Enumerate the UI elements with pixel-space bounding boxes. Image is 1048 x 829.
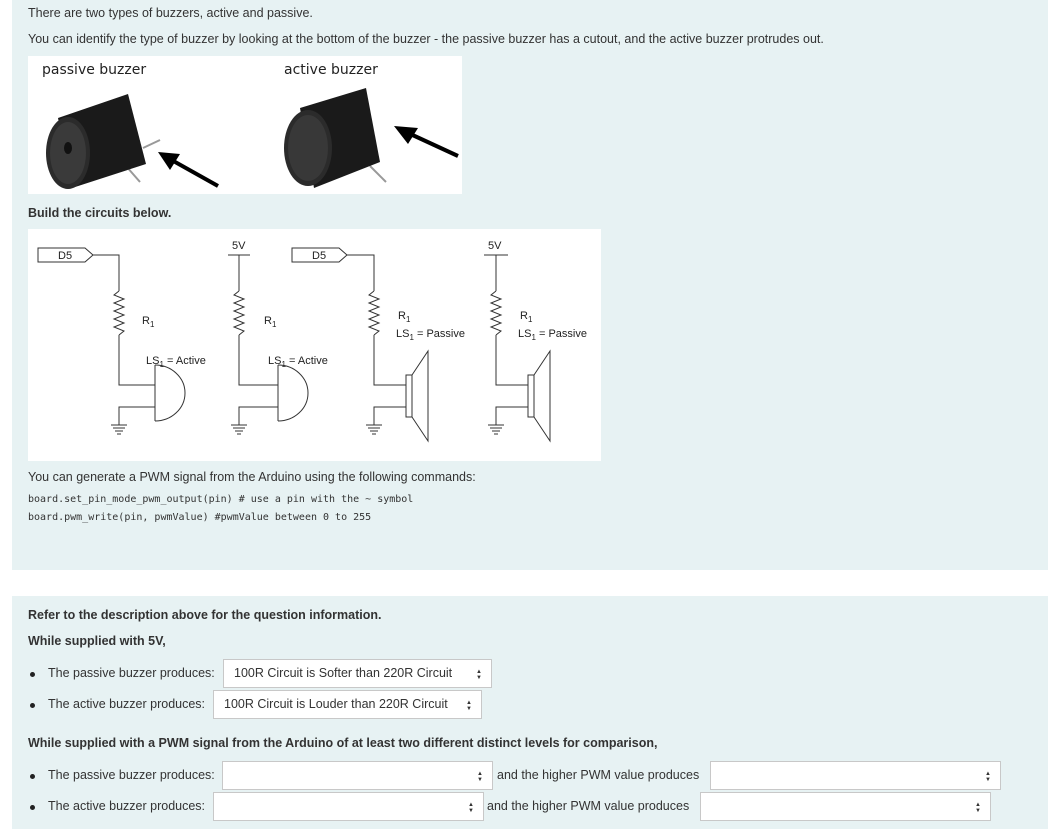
5v-label-1: 5V	[232, 240, 246, 252]
d5-label-2: D5	[312, 250, 327, 262]
pwm-description: You can generate a PWM signal from the Arduino using the following commands:	[28, 470, 476, 484]
r1-label-2: $R_1$	[264, 315, 277, 329]
active-pwm-select-1[interactable]	[213, 792, 484, 821]
ls1-passive-label-2: $LS_1$ = Passive	[518, 328, 587, 342]
updown-arrow-icon: ▲ ▼	[985, 771, 991, 783]
higher-pwm-label-1: and the higher PWM value produces	[497, 768, 700, 782]
active-buzzer-label: active buzzer	[284, 62, 378, 78]
passive-pwm-select-1[interactable]	[222, 761, 493, 790]
passive-pwm-select-2[interactable]	[710, 761, 1001, 790]
code-line-1: board.set_pin_mode_pwm_output(pin) # use a pin with the ~ symbol	[28, 494, 414, 505]
active-5v-select[interactable]	[213, 690, 482, 719]
bullet	[30, 703, 35, 708]
active-produces-label: The active buzzer produces:	[48, 697, 206, 711]
ls1-passive-label-1: $LS_1$ = Passive	[396, 328, 465, 342]
ls1-active-label-1: $LS_1$ = Active	[146, 355, 206, 369]
pwm-heading: While supplied with a PWM signal from the Arduino of at least two different distinct levels for comparison,	[28, 736, 658, 750]
ls1-active-label-2: $LS_1$ = Active	[268, 355, 328, 369]
updown-arrow-icon: ▲ ▼	[975, 802, 981, 814]
updown-arrow-icon: ▲ ▼	[477, 771, 483, 783]
circuit-diagram	[28, 229, 601, 461]
r1-label-1: $R_1$	[142, 315, 155, 329]
bullet	[30, 805, 35, 810]
active-produces-label-2: The active buzzer produces:	[48, 799, 206, 813]
buzzer-illustration	[28, 56, 462, 194]
selected-value: 100R Circuit is Softer than 220R Circuit	[234, 666, 453, 680]
buzzer-photo	[28, 56, 462, 194]
updown-arrow-icon: ▲ ▼	[466, 700, 472, 712]
intro-line-2: You can identify the type of buzzer by looking at the bottom of the buzzer - the passive buzzer has a cutout, and the active buzzer protrudes out.	[28, 32, 824, 46]
refer-text: Refer to the description above for the question information.	[28, 608, 382, 622]
5v-label-2: 5V	[488, 240, 502, 252]
d5-label-1: D5	[58, 250, 73, 262]
active-buzzer-image	[284, 88, 458, 188]
intro-line-1: There are two types of buzzers, active and passive.	[28, 6, 313, 20]
updown-arrow-icon: ▲ ▼	[476, 669, 482, 681]
higher-pwm-label-2: and the higher PWM value produces	[487, 799, 690, 813]
selected-value: 100R Circuit is Louder than 220R Circuit	[224, 697, 448, 711]
active-pwm-select-2[interactable]	[700, 792, 991, 821]
passive-5v-select[interactable]	[223, 659, 492, 688]
bullet	[30, 774, 35, 779]
passive-buzzer-label: passive buzzer	[42, 62, 147, 78]
code-line-2: board.pwm_write(pin, pwmValue) #pwmValue between 0 to 255	[28, 512, 372, 523]
circuit-schematic	[28, 229, 601, 461]
passive-buzzer-image	[46, 94, 218, 189]
supplied-5v-heading: While supplied with 5V,	[28, 634, 166, 648]
r1-label-4: $R_1$	[520, 310, 533, 324]
updown-arrow-icon: ▲ ▼	[468, 802, 474, 814]
r1-label-3: $R_1$	[398, 310, 411, 324]
passive-produces-label-2: The passive buzzer produces:	[48, 768, 215, 782]
bullet	[30, 672, 35, 677]
passive-produces-label: The passive buzzer produces:	[48, 666, 215, 680]
build-heading: Build the circuits below.	[28, 206, 172, 220]
